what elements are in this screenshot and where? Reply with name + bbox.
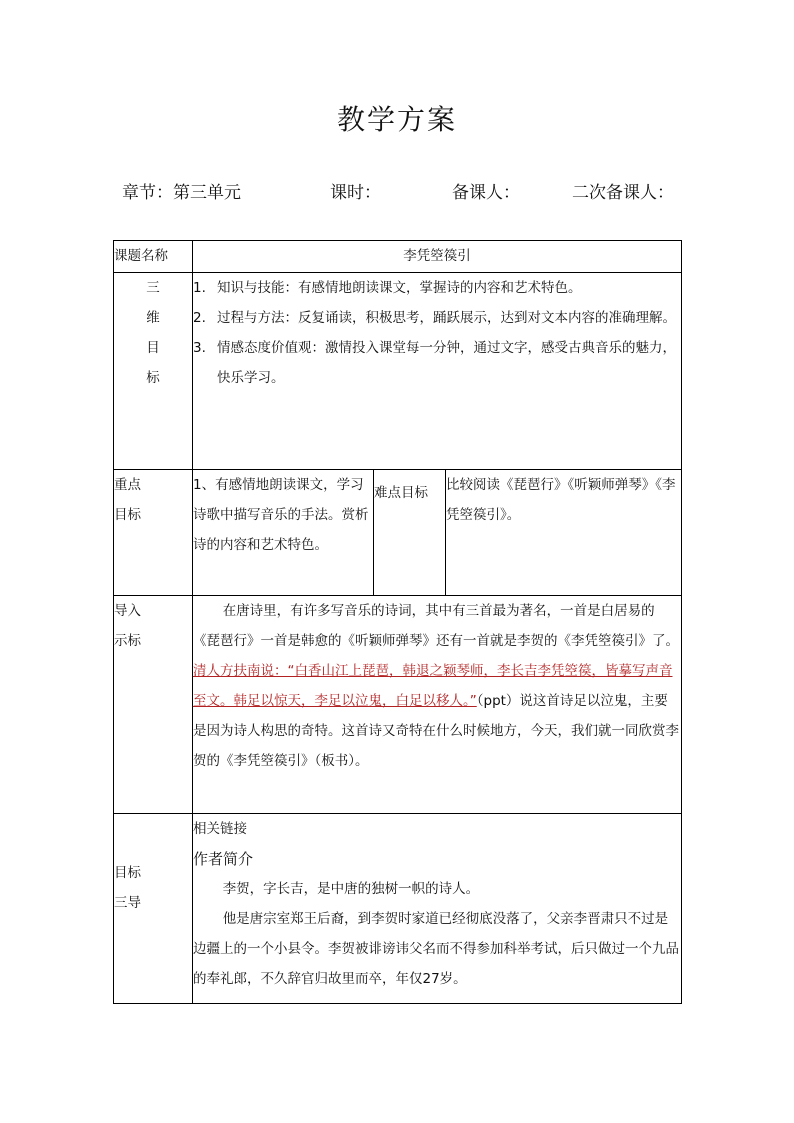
topic-label: 课题名称 [114, 241, 193, 273]
related-link-heading: 相关链接 [193, 821, 247, 837]
author-paragraph: 他是唐宗室郑王后裔，到李贺时家道已经彻底没落了，父亲李晋肃只不过是边疆上的一个小县令。李贺被诽谤讳父名而不得参加科举考试，后只做过一个九品的奉礼郎，不久辞官归故里而卒，年仅27岁。 [193, 911, 679, 987]
period-field: 课时： [330, 183, 381, 203]
author-paragraph: 李贺，字长吉，是中唐的独树一帜的诗人。 [222, 881, 480, 897]
goal-item: 1. 知识与技能：有感情地朗读课文，掌握诗的内容和艺术特色。 [193, 280, 582, 296]
author-heading: 作者简介 [193, 850, 254, 868]
difficulty-content: 比较阅读《琵琶行》《听颖师弹琴》《李凭箜篌引》。 [446, 470, 682, 596]
document-title: 教学方案 [336, 103, 457, 136]
goals-row [114, 273, 682, 470]
second-preparer-field: 二次备课人： [572, 183, 674, 203]
key-row [114, 470, 682, 596]
goals-content [193, 273, 682, 470]
chapter-field: 章节：第三单元 [122, 183, 241, 203]
goal-item: 3. 情感态度价值观：激情投入课堂每一分钟，通过文字，感受古典音乐的魅力，快乐学习。 [193, 340, 676, 386]
guide-label: 目标 三导 [114, 814, 193, 1004]
difficulty-label: 难点目标 [374, 470, 446, 596]
key-content: 1、有感情地朗读课文，学习诗歌中描写音乐的手法。赏析诗的内容和艺术特色。 [193, 470, 374, 596]
intro-label: 导入 示标 [114, 596, 193, 814]
intro-row [114, 596, 682, 814]
goal-item: 2. 过程与方法：反复诵读，积极思考，踊跃展示，达到对文本内容的准确理解。 [193, 310, 676, 326]
preparer-field: 备课人： [452, 183, 520, 203]
goals-label: 三 维 目 标 [114, 273, 193, 470]
topic-value: 李凭箜篌引 [193, 241, 682, 273]
topic-row [114, 241, 682, 273]
quote-text: 清人方扶南说：“白香山江上琵琶，韩退之颖琴师，李长吉李凭箜篌，皆摹写声音至文。韩足以惊天，李足以泣鬼，白足以移人。” [193, 663, 673, 709]
intro-content: 在唐诗里，有许多写音乐的诗词，其中有三首最为著名，一首是白居易的《琵琶行》一首是韩愈的《听颖师弹琴》还有一首就是李贺的《李凭箜篌引》了。清人方扶南说：“白香山江上琵琶，韩退之颖琴师，李长吉李凭箜篌，皆摹写声音至文。韩足以惊天，李足以泣鬼，白足以移人。”（ppt）说这首诗足以泣鬼，主要是因为诗人构思的奇特。这首诗又奇特在什么时候地方，今天，我们就一同欣赏李贺的《李凭箜篌引》（板书）。 [193, 596, 682, 814]
lesson-plan-table [113, 240, 682, 1004]
guide-content [193, 814, 682, 1004]
key-label: 重点 目标 [114, 470, 193, 596]
guide-row [114, 814, 682, 1004]
